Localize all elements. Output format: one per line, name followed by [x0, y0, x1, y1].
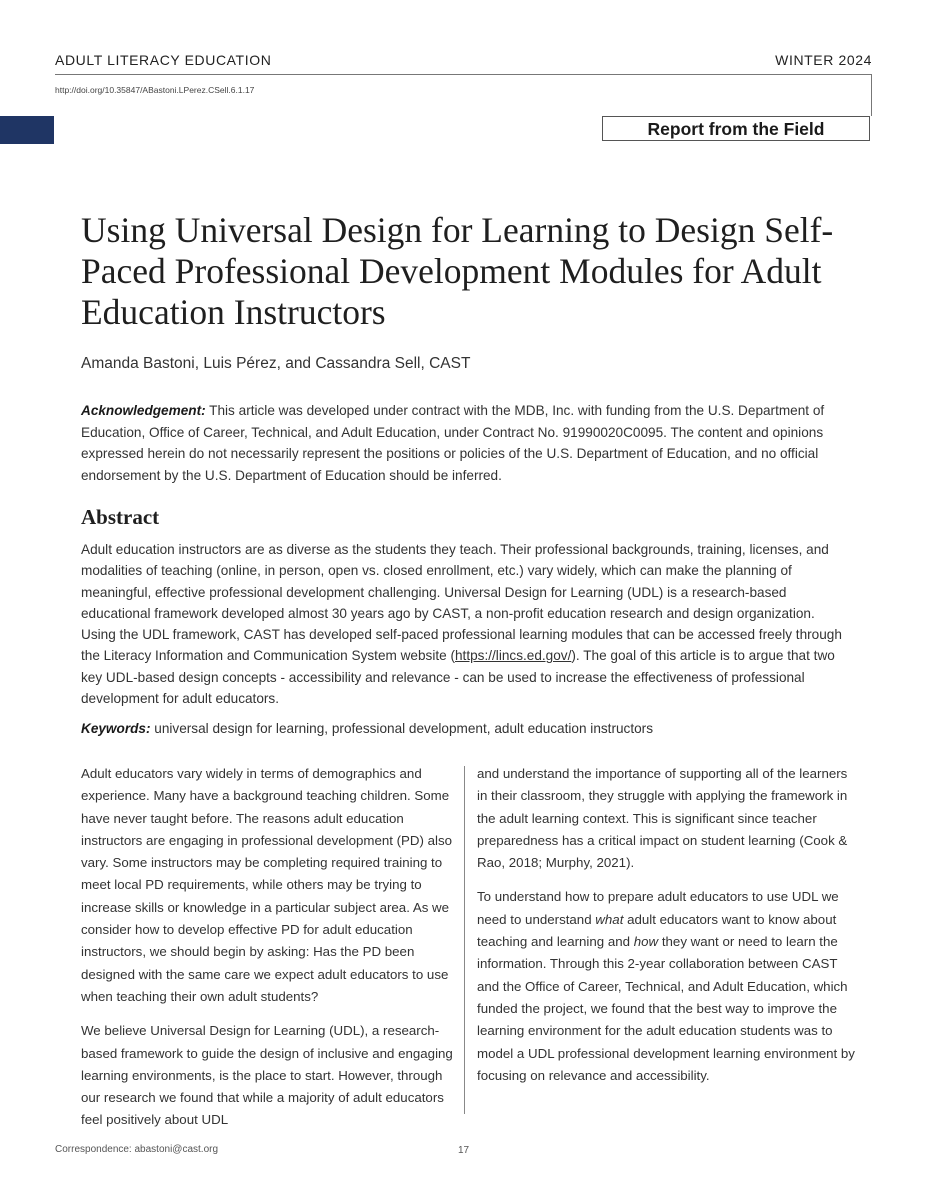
header-rule: [55, 74, 872, 75]
body-text: adult educators want to know about teaching and learning and: [477, 911, 837, 950]
section-label: Report from the Field: [602, 116, 870, 141]
emphasis-what: what: [595, 911, 624, 927]
acknowledgement-text: This article was developed under contract with the MDB, Inc. with funding from the U.S. Department of Education, Office of Career, Technical, and Adult Education, under Contract No. 91990020C0095. The content and opinions expressed herein do not necessarily represent the positions or policies of the U.S. Department of Education, and no official endorsement by the U.S. Department of Education should be inferred.: [81, 403, 825, 483]
accent-block: [0, 116, 54, 144]
body-paragraph: [477, 886, 857, 1087]
journal-name: ADULT LITERACY EDUCATION: [55, 52, 272, 68]
abstract-part-1: Adult education instructors are as diverse as the students they teach. Their professional backgrounds, training, licenses, and modalities of teaching (online, in person, open vs. closed enrollment, etc.) vary widely, which can make the planning of meaningful, effective professional development challenging. Universal Design for Learning (UDL) is a research-based educational framework developed almost 30 years ago by CAST, a non-profit education research and design organization. Using the UDL framework, CAST has developed self-paced professional learning modules that can be accessed freely through the Literacy Information and Communication System website (: [81, 542, 842, 664]
page-number: 17: [458, 1145, 470, 1156]
emphasis-how: how: [633, 934, 659, 950]
author-list: Amanda Bastoni, Luis Pérez, and Cassandra Sell, CAST: [81, 355, 471, 372]
body-paragraph: Adult educators vary widely in terms of demographics and experience. Many have a background teaching children. Some have never taught before. The reasons adult education instructors are engaging in professional development (PD) also vary. Some instructors may be completing required training to meet local PD requirements, while others may be trying to increase skills or knowledge in a particular subject area. As we consider how to develop effective PD for adult education instructors, we should begin by asking: Has the PD been designed with the same care we expect adult educators to use when teaching their own adult students?: [81, 766, 453, 1004]
abstract-heading: Abstract: [81, 505, 160, 529]
body-paragraph: We believe Universal Design for Learning (UDL), a research-based framework to guide the design of inclusive and engaging learning environments, is the place to start. However, through our research we found that while a majority of adult educators feel positively about UDL: [81, 1023, 453, 1128]
abstract-part-2: ). The goal of this article is to argue that two key UDL-based design concepts - accessibility and relevance - can be used to increase the effectiveness of professional development for adult educators.: [81, 648, 835, 707]
body-text: To understand how to prepare adult educators to use UDL we need to understand: [477, 889, 839, 927]
acknowledgement-label: Acknowledgement:: [81, 403, 206, 418]
keywords-text: universal design for learning, professional development, adult education instructors: [154, 721, 654, 736]
doi-link[interactable]: http://doi.org/10.35847/ABastoni.LPerez.CSell.6.1.17: [55, 85, 255, 95]
article-title: Using Universal Design for Learning to Design Self-Paced Professional Development Modules for Adult Education Instructors: [81, 210, 834, 332]
body-text: they want or need to learn the information. Through this 2-year collaboration between CAST and the Office of Career, Technical, and Adult Education, which funded the project, we found that the best way to improve the learning environment for the adult education students was to model a UDL professional development learning environment by focusing on relevance and accessibility.: [477, 934, 855, 1083]
column-divider: [464, 766, 465, 1114]
issue-date: WINTER 2024: [775, 52, 872, 68]
body-column-right: [477, 763, 857, 1099]
lincs-link[interactable]: https://lincs.ed.gov/: [455, 648, 572, 664]
body-column-left: [81, 763, 453, 1144]
correspondence-email: Correspondence: abastoni@cast.org: [55, 1144, 219, 1155]
header-vertical-rule: [871, 74, 872, 116]
body-paragraph: and understand the importance of supporting all of the learners in their classroom, they struggle with applying the framework in the adult learning context. This is significant since teacher preparedness has a critical impact on student learning (Cook & Rao, 2018; Murphy, 2021).: [477, 766, 848, 871]
acknowledgement: [81, 400, 851, 486]
keywords-label: Keywords:: [81, 721, 151, 736]
keywords: [81, 721, 653, 736]
abstract-text: [81, 539, 851, 709]
